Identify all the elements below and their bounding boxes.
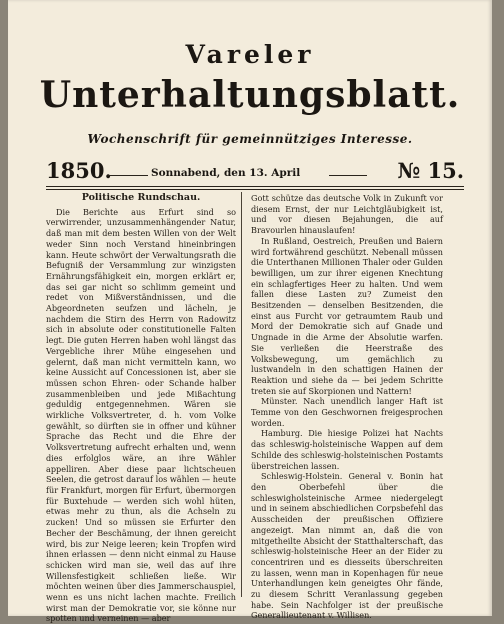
left-column xyxy=(46,193,236,624)
article-paragraph: In Rußland, Oestreich, Preußen und Baiern wird fortwährend geschützt. Nebenall müssen die Unterthanen Millionen Thaler oder Gulden bewilligen, um zur ihrer eigenen Knechtung ein schlagfertiges Heer zu halten. Und wem fallen diese Lasten zu? Zumeist den Besitzenden — denselben Besitzenden, die einst aus Furcht vor getraumtem Raub und Mord der Demokratie sich auf Gnade und Ungnade in die Arme der Absolutie warfen. Sie verließen die Heerstraße des Volksbewegung, um gemächlich zu lustwandeln in den schattigen Hainen der Reaktion und siehe da — bei jedem Schritte treten sie auf Skorpionen und Nattern! xyxy=(251,235,443,396)
article-paragraph: Münster. Nach unendlich langer Haft ist Temme von den Geschwornen freigesprochen worden. xyxy=(251,396,443,428)
issue-year: 1850. xyxy=(46,158,112,183)
article-paragraph: Schleswig-Holstein. General v. Bonin hat den Oberbefehl über die schleswigholsteinische Armee niedergelegt und in seinem abschiedlichen Corpsbefehl das Ausscheiden der preußischen Offiziere angezeigt. Man nimmt an, daß die von mitgetheilte Absicht der Statthalterschaft, das schleswig-holsteinische Heer an der Eider zu concentriren und es diesseits überschreiten zu lassen, wenn man in Kopenhagen für neue Unterhandlungen kein geneigtes Ohr fände, zu diesem Schritt Veranlassung gegeben habe. Sein Nachfolger ist der preußische Generallieutenant v. Willisen. xyxy=(251,471,443,621)
section-heading: Politische Rundschau. xyxy=(81,192,201,203)
dateline-rule-right xyxy=(329,175,367,176)
header-rule-top xyxy=(46,186,464,187)
article-paragraph: Die Berichte aus Erfurt sind so verwirrender, unzusammenhängender Natur, daß man mit dem besten Willen von der Welt weder Sinn noch Verstand hineinbringen kann. Heute schwört der Verwaltungsrath die Befugniß der Versammlung zur winzigsten Ernährungsfähigkeit ein, morgen erklärt er, das sei gar nicht so schlimm gemeint und redet von Mißverständnissen, und die Abgeordneten seufzen und lächeln, je nachdem die Stirn des Herrn von Radowitz sich in absolute oder constitutionelle Falten legt. Die guten Herren haben wohl längst das Vergebliche ihrer Mühe eingesehen und gelernt, daß man nicht vermitteln kann, wo keine Aussicht auf Concessionen ist, aber sie müssen schon Ehren- oder Schande halber zusammenbleiben und jede Mißachtung geduldig entgegennehmen. Wären sie wirkliche Volksvertreter, d. h. vom Volke gewählt, so dürften sie in offner und kühner Sprache das Recht und die Ehre der Volksvertretung aufrecht erhalten und, wenn dies erfolglos wäre, an ihre Wähler appelliren. Aber diese paar lichtscheuen Seelen, die getrost darauf los wählen — heute für Frankfurt, morgen für Erfurt, übermorgen für Buxtehude — werden sich wohl hüten, etwas mehr zu thun, als die Achseln zu zucken! Und so müssen sie Erfurter den Becher der Beschämung, der ihnen gereicht wird, bis zur Neige leeren; kein Tropfen wird ihnen erlassen — denn nicht einmal zu Hause schicken wird man sie, weil das auf ihre Willensfestigkeit schließen ließe. Wir möchten weinen über dies Jammerschauspiel, wenn es uns nicht lachen machte. Freilich wirst man der Demokratie vor, sie könne nur spotten und verneinen — aber xyxy=(46,206,236,624)
column-divider xyxy=(241,192,242,597)
header-rule-bottom xyxy=(46,189,464,190)
newspaper-page xyxy=(8,0,492,624)
masthead-title-large: Unterhaltungsblatt. xyxy=(39,74,461,116)
article-paragraph: Hamburg. Die hiesige Polizei hat Nachts das schleswig-holsteinische Wappen auf dem Schilde des schleswig-holsteinischen Postamts überstreichen lassen. xyxy=(251,428,443,471)
article-paragraph: Gott schütze das deutsche Volk in Zukunft vor diesem Ernst, der nur Leichtgläubigkeit ist, und vor diesen Bejahungen, die auf Bravourlen hinauslaufen! xyxy=(251,193,443,236)
dateline-rule-left xyxy=(108,175,148,176)
right-column xyxy=(251,193,443,621)
masthead-title-small: Vareler xyxy=(185,40,315,69)
issue-date: Sonnabend, den 13. April xyxy=(151,167,301,179)
dateline xyxy=(46,158,464,184)
issue-number: № 15. xyxy=(397,158,464,183)
masthead-subtitle: Wochenschrift für gemeinnütziges Interesse. xyxy=(87,132,413,146)
